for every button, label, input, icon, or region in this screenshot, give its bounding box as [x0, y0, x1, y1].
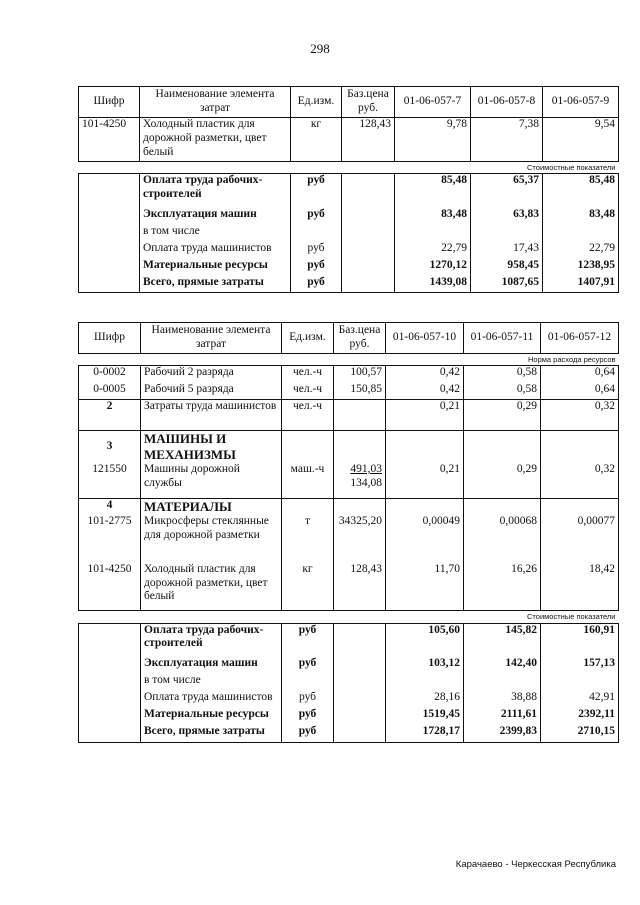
summary-value-2: 63,83 — [471, 208, 543, 225]
header-col2: 01-06-057-11 — [464, 323, 541, 354]
header-code: Шифр — [79, 323, 141, 354]
empty-cell — [334, 623, 386, 657]
summary-unit: руб — [291, 242, 342, 259]
summary-value-1: 1270,12 — [395, 259, 471, 276]
summary-name: Эксплуатация машин — [141, 657, 282, 674]
summary-value-3: 42,91 — [541, 691, 619, 708]
row-unit: т — [282, 515, 334, 563]
row-value-3: 0,32 — [541, 400, 619, 431]
section-header-materials — [79, 499, 619, 515]
summary-row — [79, 276, 619, 293]
price-wage: 134,08 — [350, 476, 382, 489]
row-value-1: 0,21 — [386, 400, 464, 431]
row-value-1: 9,78 — [395, 118, 471, 162]
header-col3: 01-06-057-9 — [543, 87, 619, 118]
summary-value-1: 1728,17 — [386, 725, 464, 742]
empty-cell — [334, 674, 386, 691]
row-unit: чел.-ч — [282, 383, 334, 400]
empty-cell — [386, 431, 464, 463]
summary-value-3: 1407,91 — [543, 276, 619, 293]
header-unit: Ед.изм. — [291, 87, 342, 118]
row-value-3: 0,00077 — [541, 515, 619, 563]
summary-value-1: 103,12 — [386, 657, 464, 674]
table-row — [79, 463, 619, 499]
summary-value-2: 2111,61 — [464, 708, 541, 725]
row-value-3: 9,54 — [543, 118, 619, 162]
section-title: МАШИНЫ И МЕХАНИЗМЫ — [141, 431, 282, 463]
row-value-1: 11,70 — [386, 563, 464, 611]
empty-cell — [386, 499, 464, 515]
page-number: 298 — [310, 41, 330, 56]
empty-cell — [395, 225, 471, 242]
resource-table-2 — [78, 322, 619, 743]
empty-cell — [541, 499, 619, 515]
summary-value-2: 145,82 — [464, 623, 541, 657]
table-row — [79, 366, 619, 383]
header-name: Наименование элемента затрат — [141, 323, 282, 354]
empty-cell — [282, 499, 334, 515]
empty-cell — [543, 225, 619, 242]
row-value-2: 0,00068 — [464, 515, 541, 563]
row-price: 128,43 — [342, 118, 395, 162]
summary-value-1: 1439,08 — [395, 276, 471, 293]
band-label: Стоимостные показатели — [79, 611, 619, 623]
summary-row — [79, 242, 619, 259]
summary-row — [79, 691, 619, 708]
row-name: Рабочий 2 разряда — [141, 366, 282, 383]
header-col3: 01-06-057-12 — [541, 323, 619, 354]
row-price: 100,57 — [334, 366, 386, 383]
summary-value-2: 65,37 — [471, 174, 543, 208]
summary-unit: руб — [291, 276, 342, 293]
summary-unit: руб — [282, 657, 334, 674]
header-name: Наименование элемента затрат — [140, 87, 291, 118]
empty-cell — [79, 674, 141, 691]
summary-value-1: 28,16 — [386, 691, 464, 708]
summary-row — [79, 208, 619, 225]
summary-row — [79, 623, 619, 657]
summary-value-3: 22,79 — [543, 242, 619, 259]
summary-value-2: 1087,65 — [471, 276, 543, 293]
row-code: 0-0002 — [79, 366, 141, 383]
header-col1: 01-06-057-7 — [395, 87, 471, 118]
summary-value-3: 1238,95 — [543, 259, 619, 276]
empty-cell — [79, 174, 140, 208]
summary-name: Материальные ресурсы — [141, 708, 282, 725]
header-col2: 01-06-057-8 — [471, 87, 543, 118]
empty-cell — [342, 174, 395, 208]
empty-cell — [334, 499, 386, 515]
row-code: 2 — [79, 400, 141, 431]
empty-cell — [79, 259, 140, 276]
empty-cell — [334, 725, 386, 742]
header-price: Баз.цена руб. — [334, 323, 386, 354]
summary-value-1: 22,79 — [395, 242, 471, 259]
row-value-2: 7,38 — [471, 118, 543, 162]
summary-row — [79, 674, 619, 691]
empty-cell — [79, 725, 141, 742]
row-price: 150,85 — [334, 383, 386, 400]
summary-value-1: 1519,45 — [386, 708, 464, 725]
summary-unit: руб — [291, 259, 342, 276]
empty-cell — [464, 499, 541, 515]
section-code: 3 — [79, 431, 141, 463]
empty-cell — [342, 208, 395, 225]
row-name: Холодный пластик для дорожной разметки, цвет белый — [140, 118, 291, 162]
table-row — [79, 383, 619, 400]
band-row — [79, 611, 619, 623]
row-value-1: 0,42 — [386, 366, 464, 383]
summary-value-1: 105,60 — [386, 623, 464, 657]
band-row — [79, 354, 619, 366]
section-code: 4 — [79, 499, 141, 515]
row-unit: чел.-ч — [282, 400, 334, 431]
row-value-3: 18,42 — [541, 563, 619, 611]
summary-row — [79, 657, 619, 674]
empty-cell — [342, 276, 395, 293]
empty-cell — [464, 431, 541, 463]
row-value-2: 0,29 — [464, 400, 541, 431]
row-value-3: 0,32 — [541, 463, 619, 499]
summary-name: в том числе — [141, 674, 282, 691]
summary-value-1: 83,48 — [395, 208, 471, 225]
empty-cell — [342, 259, 395, 276]
row-unit: чел.-ч — [282, 366, 334, 383]
row-price: 34325,20 — [334, 515, 386, 563]
row-name: Холодный пластик для дорожной разметки, цвет белый — [141, 563, 282, 611]
page-footer: Карачаево - Черкесская Республика — [455, 859, 616, 870]
summary-value-3: 160,91 — [541, 623, 619, 657]
summary-value-2: 958,45 — [471, 259, 543, 276]
empty-cell — [79, 708, 141, 725]
row-name: Микросферы стеклянные для дорожной разметки — [141, 515, 282, 563]
row-unit: кг — [291, 118, 342, 162]
resource-table-1 — [78, 86, 619, 293]
empty-cell — [541, 431, 619, 463]
summary-row — [79, 725, 619, 742]
section-title: МАТЕРИАЛЫ — [141, 499, 282, 515]
header-unit: Ед.изм. — [282, 323, 334, 354]
row-name: Машины дорожной службы — [141, 463, 282, 499]
empty-cell — [79, 242, 140, 259]
row-code: 0-0005 — [79, 383, 141, 400]
summary-unit: руб — [291, 208, 342, 225]
row-unit: кг — [282, 563, 334, 611]
header-code: Шифр — [79, 87, 140, 118]
row-value-3: 0,64 — [541, 366, 619, 383]
summary-name: Эксплуатация машин — [140, 208, 291, 225]
empty-cell — [386, 674, 464, 691]
empty-cell — [334, 708, 386, 725]
summary-value-3: 85,48 — [543, 174, 619, 208]
empty-cell — [334, 657, 386, 674]
summary-name: Оплата труда машинистов — [140, 242, 291, 259]
header-col1: 01-06-057-10 — [386, 323, 464, 354]
row-price: 128,43 — [334, 563, 386, 611]
row-value-2: 0,29 — [464, 463, 541, 499]
empty-cell — [79, 623, 141, 657]
summary-row — [79, 708, 619, 725]
band-row — [79, 162, 619, 174]
summary-value-2: 2399,83 — [464, 725, 541, 742]
summary-name: Всего, прямые затраты — [141, 725, 282, 742]
row-value-2: 0,58 — [464, 383, 541, 400]
row-price — [334, 463, 386, 499]
empty-cell — [282, 674, 334, 691]
empty-cell — [342, 225, 395, 242]
summary-row — [79, 174, 619, 208]
summary-name: Оплата труда рабочих-строителей — [140, 174, 291, 208]
empty-cell — [334, 431, 386, 463]
empty-cell — [541, 674, 619, 691]
summary-name: Оплата труда рабочих-строителей — [141, 623, 282, 657]
empty-cell — [471, 225, 543, 242]
row-code: 101-4250 — [79, 118, 140, 162]
summary-name: Материальные ресурсы — [140, 259, 291, 276]
row-value-1: 0,42 — [386, 383, 464, 400]
table-row — [79, 515, 619, 563]
empty-cell — [282, 431, 334, 463]
table-header — [79, 323, 619, 354]
summary-unit: руб — [282, 691, 334, 708]
table-row — [79, 563, 619, 611]
summary-unit: руб — [282, 708, 334, 725]
summary-unit: руб — [282, 725, 334, 742]
header-price: Баз.цена руб. — [342, 87, 395, 118]
summary-unit: руб — [291, 174, 342, 208]
table-header — [79, 87, 619, 118]
row-code: 121550 — [79, 463, 141, 499]
band-label: Стоимостные показатели — [79, 162, 619, 174]
row-value-1: 0,21 — [386, 463, 464, 499]
empty-cell — [342, 242, 395, 259]
empty-cell — [334, 691, 386, 708]
row-name: Рабочий 5 разряда — [141, 383, 282, 400]
summary-name: в том числе — [140, 225, 291, 242]
row-code: 101-4250 — [79, 563, 141, 611]
summary-row — [79, 225, 619, 242]
band-label: Норма расхода ресурсов — [79, 354, 619, 366]
empty-cell — [334, 400, 386, 431]
row-code: 101-2775 — [79, 515, 141, 563]
row-unit: маш.-ч — [282, 463, 334, 499]
summary-name: Оплата труда машинистов — [141, 691, 282, 708]
summary-unit: руб — [282, 623, 334, 657]
empty-cell — [79, 691, 141, 708]
section-header-machines — [79, 431, 619, 463]
summary-value-3: 2392,11 — [541, 708, 619, 725]
empty-cell — [79, 208, 140, 225]
summary-value-2: 38,88 — [464, 691, 541, 708]
empty-cell — [79, 276, 140, 293]
row-value-2: 16,26 — [464, 563, 541, 611]
summary-value-3: 2710,15 — [541, 725, 619, 742]
table-row — [79, 118, 619, 162]
empty-cell — [79, 657, 141, 674]
row-name: Затраты труда машинистов — [141, 400, 282, 431]
summary-name: Всего, прямые затраты — [140, 276, 291, 293]
summary-value-3: 157,13 — [541, 657, 619, 674]
table-row — [79, 400, 619, 431]
empty-cell — [79, 225, 140, 242]
row-value-3: 0,64 — [541, 383, 619, 400]
summary-value-1: 85,48 — [395, 174, 471, 208]
summary-value-2: 142,40 — [464, 657, 541, 674]
row-value-1: 0,00049 — [386, 515, 464, 563]
row-value-2: 0,58 — [464, 366, 541, 383]
empty-cell — [291, 225, 342, 242]
summary-value-2: 17,43 — [471, 242, 543, 259]
summary-row — [79, 259, 619, 276]
price-base: 491,03 — [350, 462, 382, 475]
empty-cell — [464, 674, 541, 691]
summary-value-3: 83,48 — [543, 208, 619, 225]
